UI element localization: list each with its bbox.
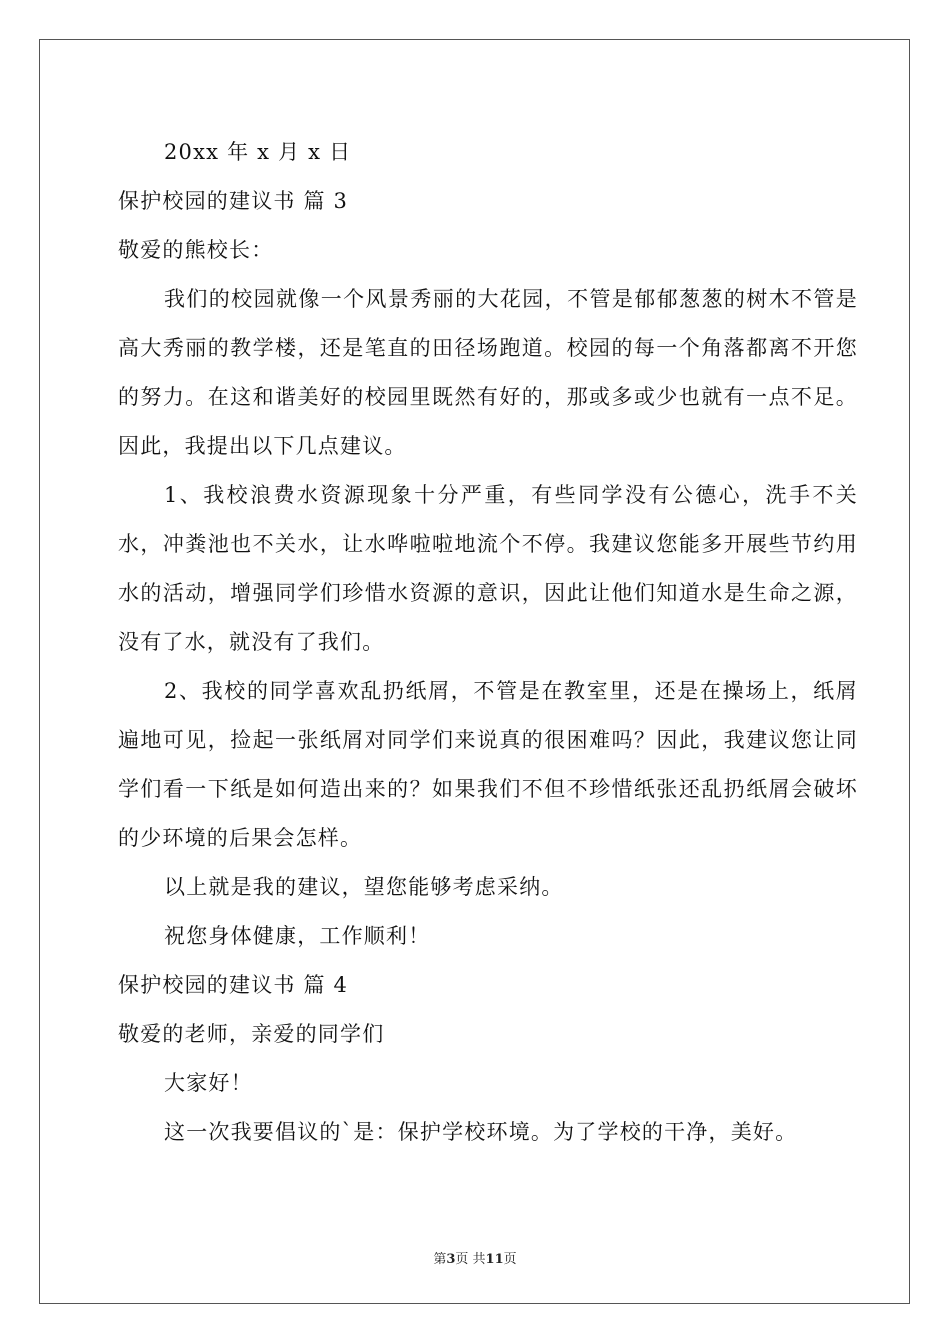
date-line: 20xx 年 x 月 x 日: [164, 140, 352, 164]
footer-page-suffix: 页: [503, 1252, 517, 1267]
section-3-title: 保护校园的建议书 篇 3: [118, 189, 349, 213]
section-3-paragraph-1: 我们的校园就像一个风景秀丽的大花园，不管是郁郁葱葱的树木不管是高大秀丽的教学楼，还是笔直的田径场跑道。校园的每一个角落都离不开您的努力。在这和谐美好的校园里既然有好的，那或多或少也就有一点不足。因此，我提出以下几点建议。: [118, 287, 858, 458]
section-4-greeting: 大家好！: [164, 1071, 253, 1095]
section-3-paragraph-5: 祝您身体健康，工作顺利！: [164, 924, 431, 948]
page-footer: [0, 1248, 950, 1267]
section-3-paragraph-3: 2、我校的同学喜欢乱扔纸屑，不管是在教室里，还是在操场上，纸屑遍地可见，捡起一张纸屑对同学们来说真的很困难吗？因此，我建议您让同学们看一下纸是如何造出来的？如果我们不但不珍惜纸张还乱扔纸屑会破坏的少环境的后果会怎样。: [118, 679, 858, 850]
section-3-salutation: 敬爱的熊校长：: [118, 238, 274, 262]
footer-page-prefix: 第: [433, 1252, 447, 1267]
document-body: [118, 128, 858, 1157]
footer-page-mid: 页 共: [455, 1252, 486, 1267]
section-4-title: 保护校园的建议书 篇 4: [118, 973, 349, 997]
footer-page-total: 11: [485, 1252, 504, 1267]
section-4-salutation: 敬爱的老师，亲爱的同学们: [118, 1022, 385, 1046]
footer-page-current: 3: [446, 1252, 456, 1267]
section-3-paragraph-2: 1、我校浪费水资源现象十分严重，有些同学没有公德心，洗手不关水，冲粪池也不关水，让水哗啦啦地流个不停。我建议您能多开展些节约用水的活动，增强同学们珍惜水资源的意识，因此让他们知道水是生命之源，没有了水，就没有了我们。: [118, 483, 858, 654]
section-3-paragraph-4: 以上就是我的建议，望您能够考虑采纳。: [164, 875, 564, 899]
section-4-paragraph-1: 这一次我要倡议的`是：保护学校环境。为了学校的干净，美好。: [164, 1120, 798, 1144]
